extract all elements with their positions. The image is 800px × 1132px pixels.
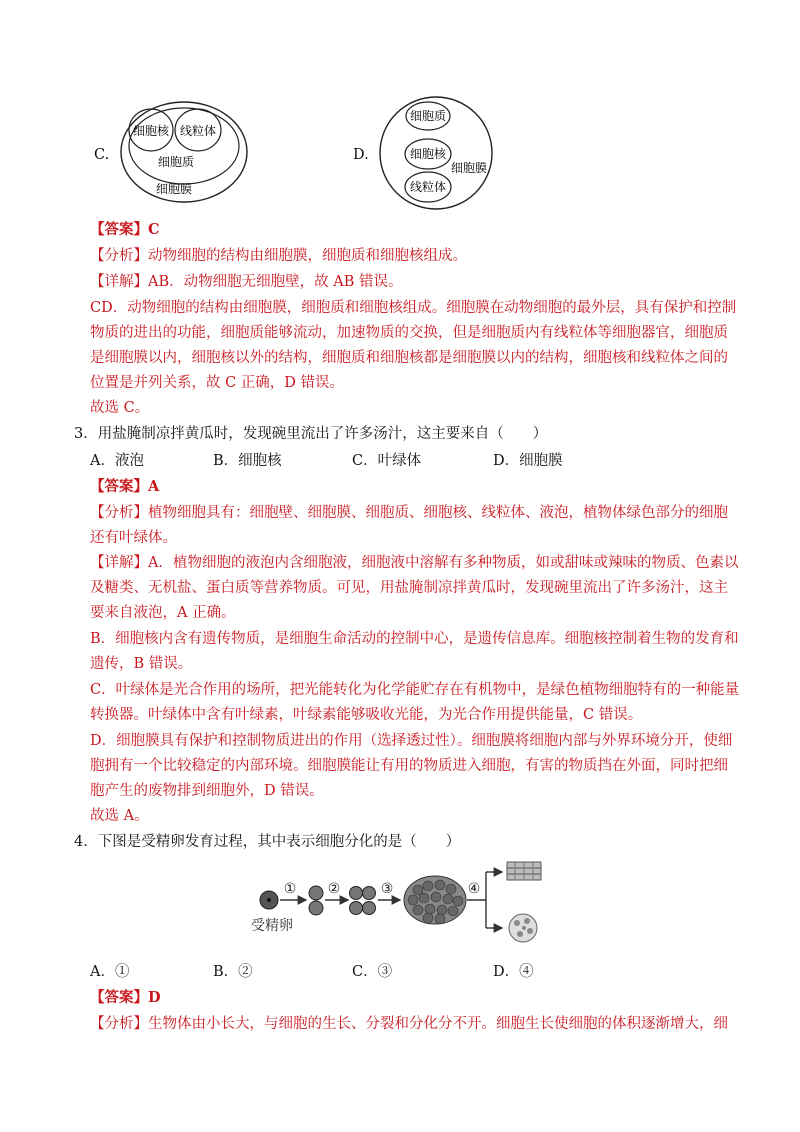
- question-text: 下图是受精卵发育过程，其中表示细胞分化的是（ ）: [97, 834, 461, 850]
- q3-conclusion: 故选 A。: [90, 808, 149, 824]
- c-mitochondria-label: 线粒体: [179, 124, 217, 138]
- c-membrane-label: 细胞膜: [155, 182, 193, 196]
- q3-detail-line: C．叶绿体是光合作用的场所，把光能转化为化学能贮存在有机物中，是绿色植物细胞特有的一种能量: [90, 682, 740, 698]
- q3-analysis-line: 【分析】植物细胞具有：细胞壁、细胞膜、细胞质、细胞核、线粒体、液泡，植物体绿色部分的细胞: [90, 505, 728, 521]
- answer-tag: 【答案】: [90, 989, 148, 1006]
- q4-answer: [90, 988, 161, 1008]
- step-1-label: ①: [283, 881, 297, 897]
- q3-option-d: D．细胞膜: [493, 453, 563, 469]
- q3-detail-line: B．细胞核内含有遗传物质，是细胞生命活动的控制中心，是遗传信息库。细胞核控制着生物的发育和: [90, 631, 739, 647]
- answer-value: A: [148, 478, 160, 495]
- q2-analysis: 【分析】动物细胞的结构由细胞膜，细胞质和细胞核组成。: [90, 248, 467, 264]
- q2-detail-line: 位置是并列关系，故 C 正确，D 错误。: [90, 375, 345, 391]
- tissue-round: [509, 914, 537, 942]
- d-mitochondria-label: 线粒体: [409, 180, 447, 194]
- q3-detail-line: 要来自液泡，A 正确。: [90, 605, 236, 621]
- c-cytoplasm-label: 细胞质: [157, 155, 195, 169]
- answer-value: C: [148, 221, 160, 238]
- tissue-layered: [507, 862, 541, 880]
- q4-option-b: B．②: [213, 964, 253, 980]
- q3-option-c: C．叶绿体: [352, 453, 422, 469]
- option-d-diagram: [376, 94, 496, 212]
- q3-detail-line: 及糖类、无机盐、蛋白质等营养物质。可见，用盐腌制凉拌黄瓜时，发现碗里流出了许多汤汁，这主: [90, 580, 728, 596]
- q3-detail-line: 胞产生的废物排到细胞外，D 错误。: [90, 783, 324, 799]
- q3-option-b: B．细胞核: [213, 453, 282, 469]
- q2-detail-1: 【详解】AB．动物细胞无细胞壁，故 AB 错误。: [90, 274, 403, 290]
- d-nucleus-label: 细胞核: [409, 147, 447, 161]
- q3-answer: [90, 477, 159, 497]
- question-number: 4．: [74, 834, 98, 850]
- answer-value: D: [148, 989, 161, 1006]
- option-c-diagram: [118, 100, 250, 205]
- c-nucleus-label: 细胞核: [132, 124, 170, 138]
- q3-option-a: A．液泡: [90, 453, 144, 469]
- d-membrane-label: 细胞膜: [450, 161, 488, 175]
- option-d-label: D.: [353, 147, 369, 163]
- q2-answer: [90, 220, 160, 240]
- q4-option-c: C．③: [352, 964, 393, 980]
- answer-tag: 【答案】: [90, 478, 148, 495]
- q2-conclusion: 故选 C。: [90, 400, 150, 416]
- fertilized-egg-development-figure: [250, 858, 550, 950]
- q4-option-d: D．④: [493, 964, 534, 980]
- q3-detail-line: 遗传，B 错误。: [90, 656, 193, 672]
- step-4-label: ④: [467, 881, 481, 897]
- d-cytoplasm-label: 细胞质: [409, 109, 447, 123]
- q3-analysis-line: 还有叶绿体。: [90, 530, 177, 546]
- q2-detail-line: 物质的进出的功能，细胞质能够流动，加速物质的交换，但是细胞质内有线粒体等细胞器官，细胞质: [90, 325, 728, 341]
- q3-detail-line: 转换器。叶绿体中含有叶绿素，叶绿素能够吸收光能，为光合作用提供能量，C 错误。: [90, 707, 643, 723]
- q3-detail-line: 【详解】A．植物细胞的液泡内含细胞液，细胞液中溶解有多种物质，如或甜味或辣味的物质、色素以: [90, 555, 739, 571]
- step-2-label: ②: [327, 881, 341, 897]
- q4-option-a: A．①: [90, 964, 130, 980]
- zygote-caption: 受精卵: [251, 918, 293, 934]
- answer-tag: 【答案】: [90, 221, 148, 238]
- q3-detail-line: D．细胞膜具有保护和控制物质进出的作用（选择透过性）。细胞膜将细胞内部与外界环境分开，使细: [90, 733, 733, 749]
- q2-detail-line: 是细胞膜以内，细胞核以外的结构，细胞质和细胞核都是细胞膜以内的结构，细胞核和线粒体之间的: [90, 350, 728, 366]
- option-c-label: C.: [94, 147, 110, 163]
- q3-stem: [74, 424, 547, 444]
- q2-detail-line: CD．动物细胞的结构由细胞膜，细胞质和细胞核组成。细胞膜在动物细胞的最外层，具有保护和控制: [90, 300, 737, 316]
- step-3-label: ③: [380, 881, 394, 897]
- question-number: 3．: [74, 426, 98, 442]
- question-text: 用盐腌制凉拌黄瓜时，发现碗里流出了许多汤汁，这主要来自（ ）: [97, 426, 548, 442]
- q4-stem: [74, 832, 460, 852]
- q3-detail-line: 胞拥有一个比较稳定的内部环境。细胞膜能让有用的物质进入细胞，有害的物质挡在外面，同时把细: [90, 758, 728, 774]
- q4-analysis: 【分析】生物体由小长大，与细胞的生长、分裂和分化分不开。细胞生长使细胞的体积逐渐增大，细: [90, 1016, 728, 1032]
